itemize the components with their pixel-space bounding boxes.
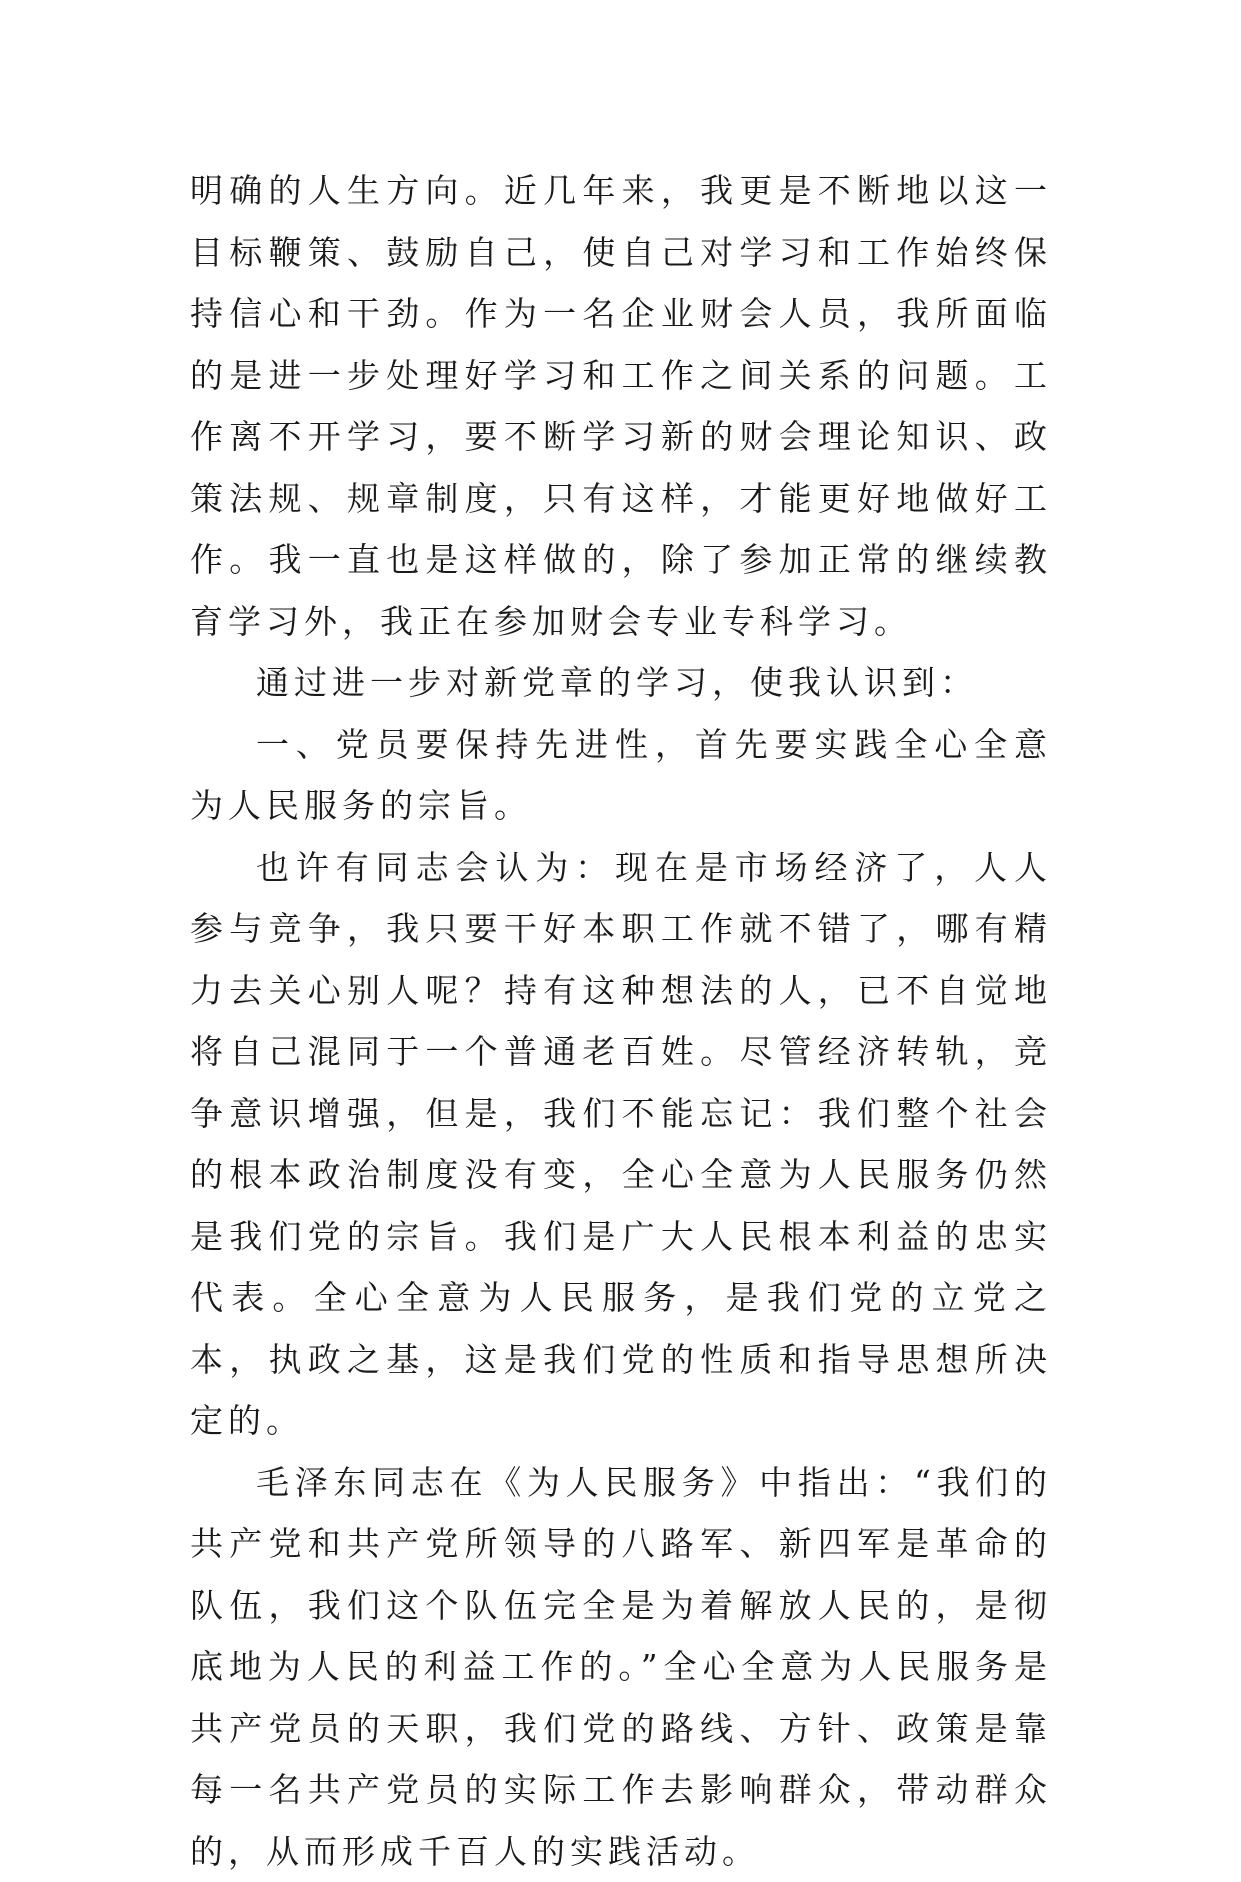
paragraph-point-one: 一、党员要保持先进性，首先要实践全心全意为人民服务的宗旨。 — [190, 714, 1052, 837]
paragraph-continued: 明确的人生方向。近几年来，我更是不断地以这一目标鞭策、鼓励自己，使自己对学习和工作始终保持信心和干劲。作为一名企业财会人员，我所面临的是进一步处理好学习和工作之间关系的问题。工作离不开学习，要不断学习新的财会理论知识、政策法规、规章制度，只有这样，才能更好地做好工作。我一直也是这样做的，除了参加正常的继续教育学习外，我正在参加财会专业专科学习。 — [190, 160, 1052, 652]
paragraph-intro: 通过进一步对新党章的学习，使我认识到： — [190, 652, 1052, 714]
document-page — [190, 160, 1052, 1882]
paragraph-argument: 也许有同志会认为：现在是市场经济了，人人参与竞争，我只要干好本职工作就不错了，哪有精力去关心别人呢？持有这种想法的人，已不自觉地将自己混同于一个普通老百姓。尽管经济转轨，竞争意识增强，但是，我们不能忘记：我们整个社会的根本政治制度没有变，全心全意为人民服务仍然是我们党的宗旨。我们是广大人民根本利益的忠实代表。全心全意为人民服务，是我们党的立党之本，执政之基，这是我们党的性质和指导思想所决定的。 — [190, 837, 1052, 1452]
paragraph-quote: 毛泽东同志在《为人民服务》中指出：“我们的共产党和共产党所领导的八路军、新四军是革命的队伍，我们这个队伍完全是为着解放人民的，是彻底地为人民的利益工作的。”全心全意为人民服务是共产党员的天职，我们党的路线、方针、政策是靠每一名共产党员的实际工作去影响群众，带动群众的，从而形成千百人的实践活动。 — [190, 1452, 1052, 1882]
